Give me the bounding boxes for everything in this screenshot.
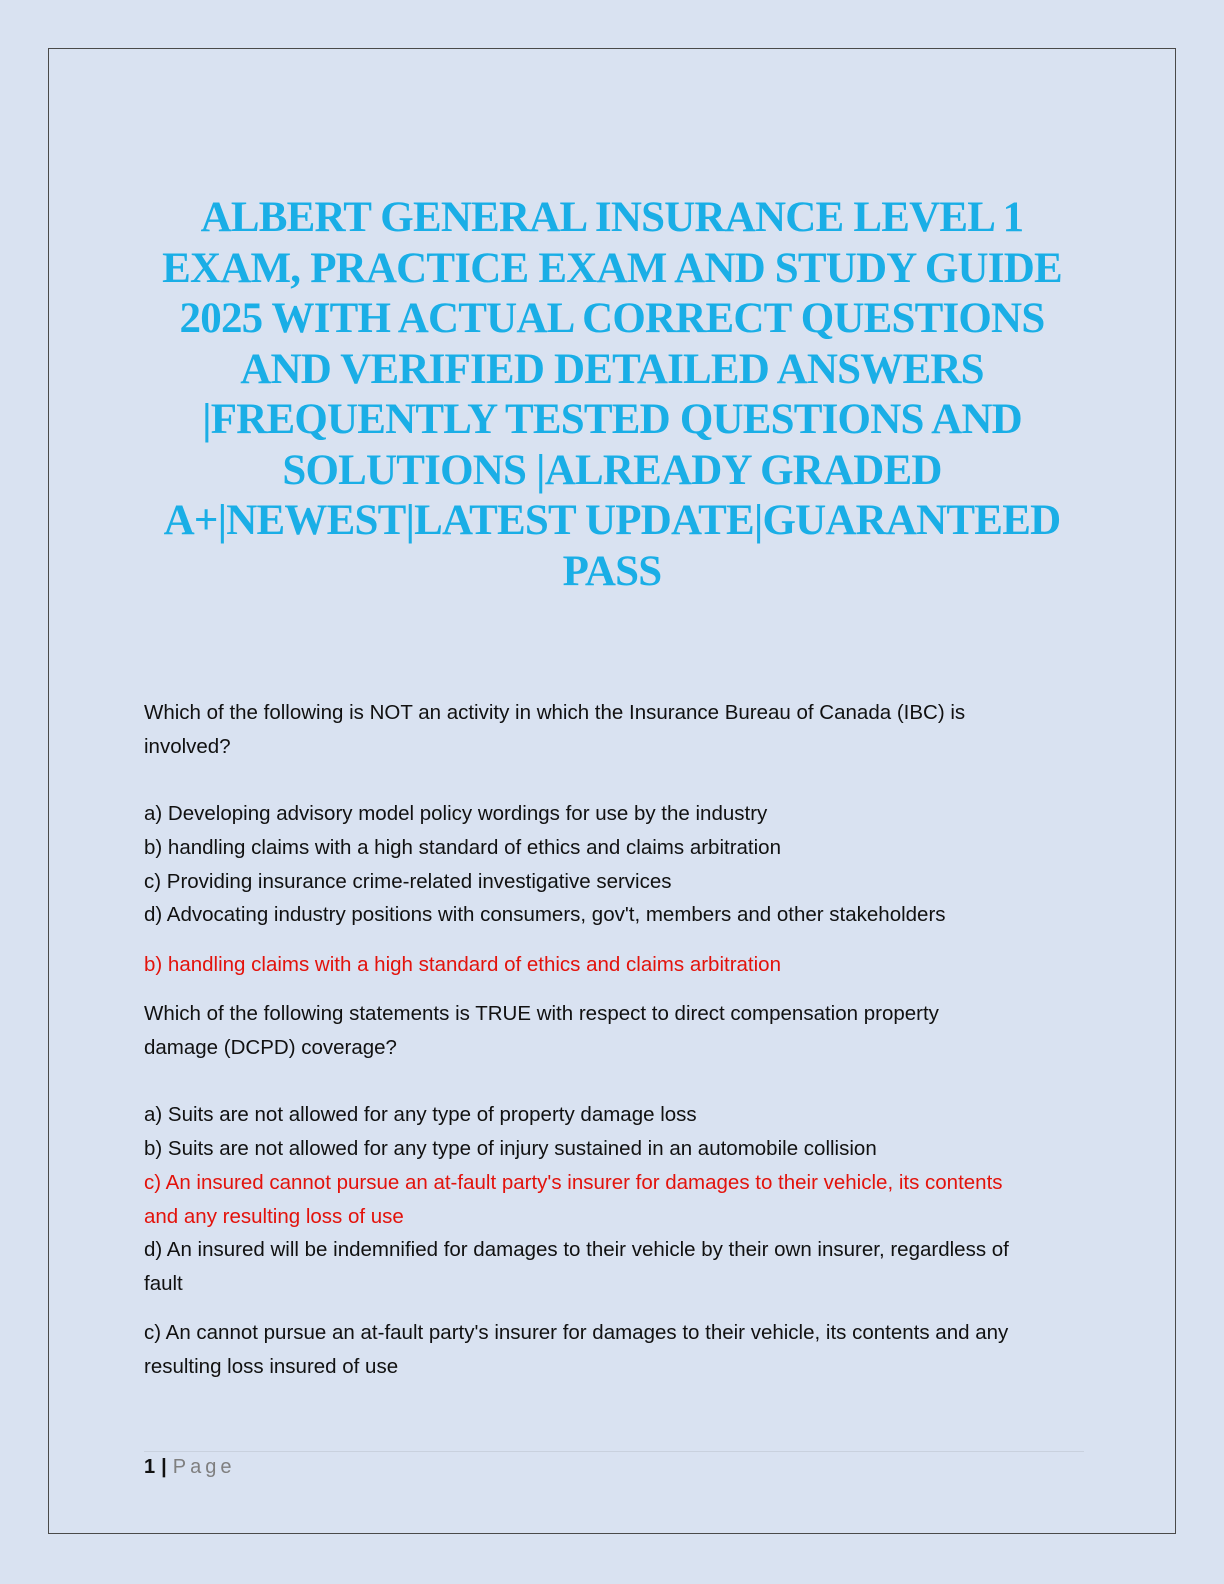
question-1-text: involved? [144,735,231,758]
title-line: SOLUTIONS |ALREADY GRADED [282,446,942,494]
document-title [140,193,1084,597]
question-1-option-d: d) Advocating industry positions with consumers, gov't, members and other stakeholders [144,903,946,926]
title-line: 2025 WITH ACTUAL CORRECT QUESTIONS [179,295,1045,342]
question-2-option-c-continued: and any resulting loss of use [144,1205,404,1228]
question-2-text: Which of the following statements is TRUE with respect to direct compensation property [144,1002,939,1025]
question-1-option-c: c) Providing insurance crime-related investigative services [144,870,672,893]
title-line: ALBERT GENERAL INSURANCE LEVEL 1 [200,194,1024,241]
title-line: AND VERIFIED DETAILED ANSWERS [240,345,984,393]
footer-separator: | [161,1456,167,1478]
question-2-option-d-continued: fault [144,1272,183,1295]
question-1-answer: b) handling claims with a high standard of ethics and claims arbitration [144,953,781,976]
question-2-option-a: a) Suits are not allowed for any type of property damage loss [144,1103,697,1126]
question-2-answer: c) An cannot pursue an at-fault party's insurer for damages to their vehicle, its contents and any [144,1321,1009,1344]
question-2-option-c: c) An insured cannot pursue an at-fault party's insurer for damages to their vehicle, its contents [144,1171,1003,1194]
page-label: Page [172,1456,236,1478]
title-line: PASS [562,547,662,595]
page-number: 1 [144,1456,156,1478]
page-footer [144,1456,235,1479]
question-1-option-a: a) Developing advisory model policy wordings for use by the industry [144,802,768,825]
question-2-option-b: b) Suits are not allowed for any type of injury sustained in an automobile collision [144,1137,877,1160]
question-2-answer-continued: resulting loss insured of use [144,1355,399,1378]
title-line: EXAM, PRACTICE EXAM AND STUDY GUIDE [162,244,1062,292]
question-2-option-d: d) An insured will be indemnified for damages to their vehicle by their own insurer, regardless of [144,1238,1009,1261]
title-line: A+|NEWEST|LATEST UPDATE|GUARANTEED [163,497,1061,544]
question-2-text: damage (DCPD) coverage? [144,1036,397,1059]
question-1-option-b: b) handling claims with a high standard of ethics and claims arbitration [144,836,781,859]
footer-divider [144,1451,1084,1452]
question-1-text: Which of the following is NOT an activity in which the Insurance Bureau of Canada (IBC) is [144,701,966,724]
title-line: |FREQUENTLY TESTED QUESTIONS AND [202,396,1022,443]
